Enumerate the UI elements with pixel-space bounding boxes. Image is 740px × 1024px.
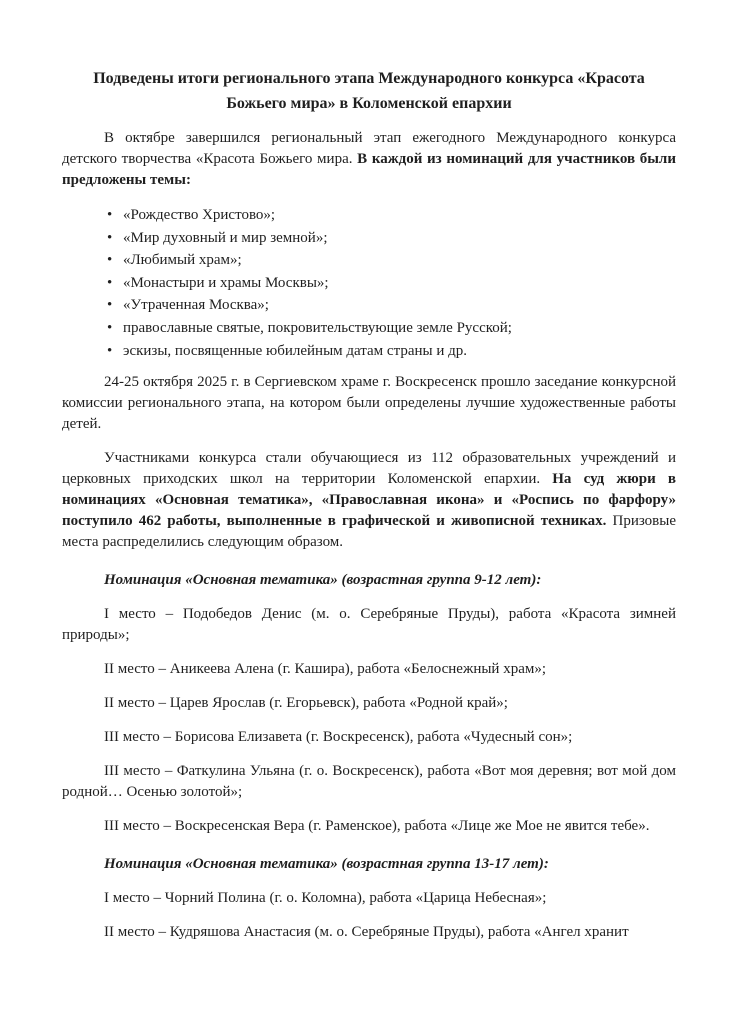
text-segment: В каждой из номинаций для участников были предложены темы:	[62, 151, 676, 188]
text-segment: В октябре завершился региональный этап ежегодного Международного конкурса детского творчества «Красота Божьего мира.	[62, 130, 676, 167]
jury-session-paragraph: 24-25 октября 2025 г. в Сергиевском храме г. Воскресенск прошло заседание конкурсной комиссии регионального этапа, на котором были определены лучшие художественные работы детей.	[62, 374, 676, 433]
text-segment: Участниками конкурса стали обучающиеся из 112 образовательных учреждений и церковных приходских школ на территории Коломенской епархии.	[62, 450, 676, 488]
winner-entry: I место – Чорний Полина (г. о. Коломна), работа «Царица Небесная»;	[104, 890, 547, 907]
winner-entry: III место – Борисова Елизавета (г. Воскресенск), работа «Чудесный сон»;	[104, 729, 573, 746]
participants-paragraph	[62, 448, 676, 553]
intro-paragraph	[62, 128, 676, 191]
theme-item: • эскизы, посвященные юбилейным датам страны и др.	[107, 340, 676, 363]
section-nomination-9-12	[62, 570, 676, 837]
winner-entry: I место – Подобедов Денис (м. о. Серебряные Пруды), работа «Красота зимней природы»;	[62, 606, 676, 644]
theme-item: • «Любимый храм»;	[107, 249, 676, 272]
text-segment: На суд жюри в номинациях «Основная тематика», «Православная икона» и «Роспись по фарфору» поступило 462 работы, выполненные в графической и живописной техниках.	[62, 471, 676, 530]
winners-list-9-12	[62, 604, 676, 837]
winner-entry: II место – Царев Ярослав (г. Егорьевск), работа «Родной край»;	[104, 695, 508, 712]
winner-entry: III место – Фаткулина Ульяна (г. о. Воскресенск), работа «Вот моя деревня; вот мой дом родной… Осенью золотой»;	[62, 763, 676, 801]
theme-item: • «Утраченная Москва»;	[107, 294, 676, 317]
winner-entry: III место – Воскресенская Вера (г. Раменское), работа «Лице же Мое не явится тебе».	[104, 818, 650, 835]
text-segment: Призовые места распределились следующим образом.	[62, 513, 676, 551]
document-title: Подведены итоги регионального этапа Международного конкурса «Красота Божьего мира» в Коломенской епархии	[93, 70, 645, 112]
theme-item: • «Монастыри и храмы Москвы»;	[107, 272, 676, 295]
theme-item: • «Мир духовный и мир земной»;	[107, 227, 676, 250]
nomination-heading-13-17: Номинация «Основная тематика» (возрастная группа 13-17 лет):	[104, 856, 549, 873]
nomination-heading-9-12: Номинация «Основная тематика» (возрастная группа 9-12 лет):	[104, 572, 542, 589]
theme-item: • «Рождество Христово»;	[107, 204, 676, 227]
winners-list-13-17	[62, 888, 676, 943]
themes-list	[107, 204, 676, 362]
winner-entry: II место – Кудряшова Анастасия (м. о. Серебряные Пруды), работа «Ангел хранит	[104, 924, 629, 941]
section-nomination-13-17	[62, 854, 676, 943]
winner-entry: II место – Аникеева Алена (г. Кашира), работа «Белоснежный храм»;	[104, 661, 547, 678]
theme-item: • православные святые, покровительствующие земле Русской;	[107, 317, 676, 340]
